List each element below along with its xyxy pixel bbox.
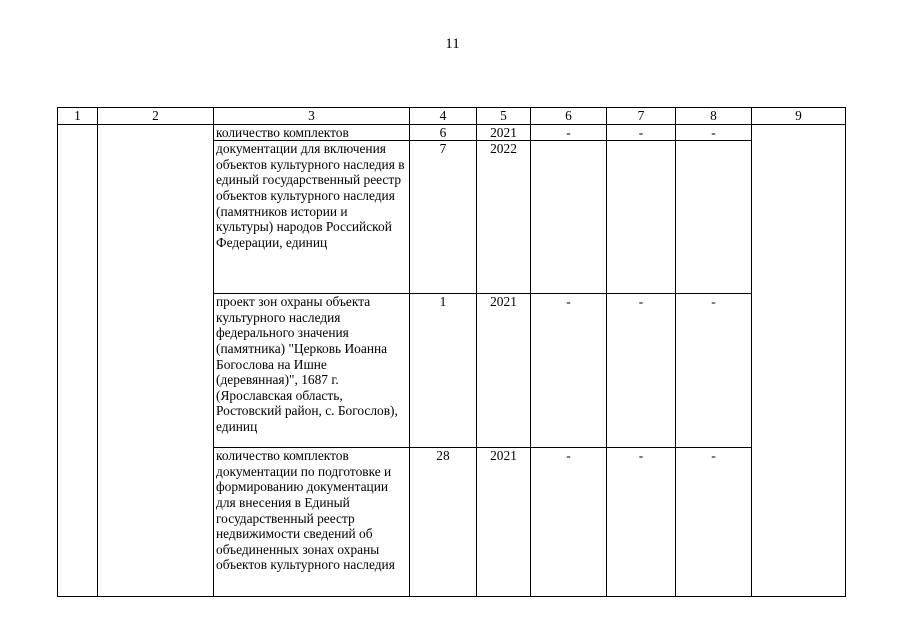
table-row [58, 124, 846, 141]
cell-col-2 [98, 124, 214, 597]
cell-year: 2021 [477, 294, 531, 448]
cell-indicator: документации для включения объектов культурного наследия в единый государственный реестр объектов культурного наследия (памятников истории и культуры) народов Российской Федерации, единиц [214, 141, 410, 294]
cell-col-8: - [676, 448, 752, 597]
page-number: 11 [445, 36, 460, 52]
cell-col-6: - [531, 124, 607, 141]
cell-col-7: - [607, 124, 676, 141]
cell-col-8 [676, 141, 752, 294]
cell-year: 2021 [477, 124, 531, 141]
cell-col-7 [607, 141, 676, 294]
cell-value: 28 [410, 448, 477, 597]
cell-value: 6 [410, 124, 477, 141]
cell-col-9 [752, 124, 846, 597]
header-col-5: 5 [477, 108, 531, 125]
header-col-6: 6 [531, 108, 607, 125]
cell-value: 1 [410, 294, 477, 448]
cell-col-7: - [607, 448, 676, 597]
cell-col-8: - [676, 124, 752, 141]
cell-col-6: - [531, 294, 607, 448]
header-col-9: 9 [752, 108, 846, 125]
cell-col-8: - [676, 294, 752, 448]
cell-col-6: - [531, 448, 607, 597]
header-col-3: 3 [214, 108, 410, 125]
header-col-7: 7 [607, 108, 676, 125]
cell-indicator: проект зон охраны объекта культурного наследия федерального значения (памятника) "Церковь Иоанна Богослова на Ишне (деревянная)", 1687 г. (Ярославская область, Ростовский район, с. Богослов), единиц [214, 294, 410, 448]
header-col-8: 8 [676, 108, 752, 125]
cell-col-1 [58, 124, 98, 597]
cell-col-6 [531, 141, 607, 294]
cell-year: 2022 [477, 141, 531, 294]
indicator-table [57, 107, 846, 597]
cell-col-7: - [607, 294, 676, 448]
header-col-4: 4 [410, 108, 477, 125]
cell-indicator: количество комплектов [214, 124, 410, 141]
header-col-2: 2 [98, 108, 214, 125]
header-row [58, 108, 846, 125]
cell-indicator: количество комплектов документации по подготовке и формированию документации для внесения в Единый государственный реестр недвижимости сведений об объединенных зонах охраны объектов культурного наследия [214, 448, 410, 597]
cell-value: 7 [410, 141, 477, 294]
header-col-1: 1 [58, 108, 98, 125]
cell-year: 2021 [477, 448, 531, 597]
